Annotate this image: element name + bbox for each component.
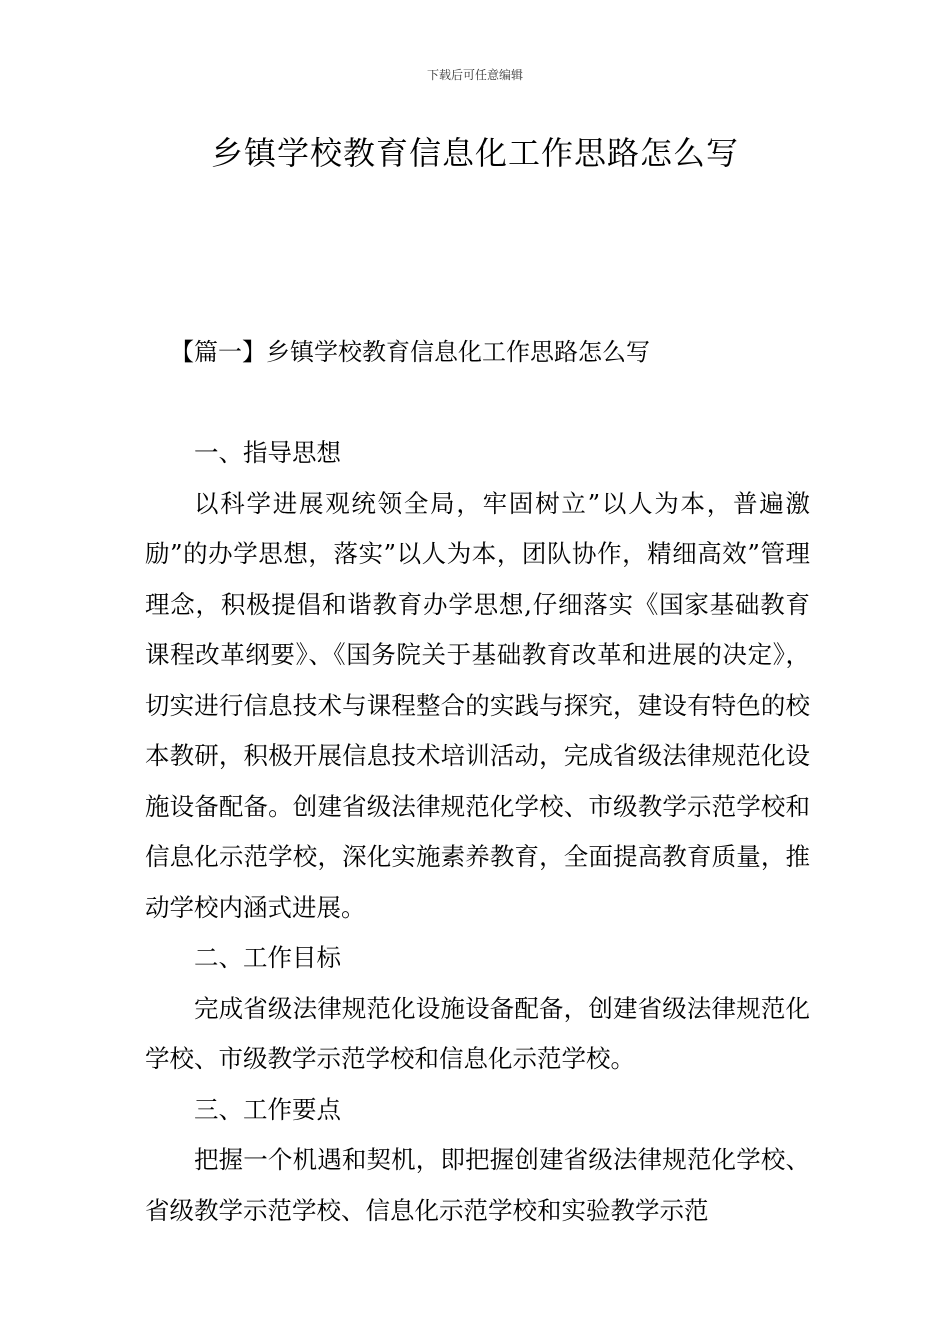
section-title: 【篇一】乡镇学校教育信息化工作思路怎么写 xyxy=(170,338,650,366)
heading-work-points: 三、工作要点 xyxy=(194,1094,341,1124)
document-body xyxy=(145,428,810,1236)
heading-guiding-ideology: 一、指导思想 xyxy=(194,438,341,467)
paragraph-guiding-ideology: 以科学进展观统领全局，牢固树立”以人为本，普遍激励”的办学思想，落实”以人为本，团队协作，精细高效”管理理念，积极提倡和谐教育办学思想,仔细落实《国家基础教育课程改革纲要》、《国务院关于基础教育改革和进展的决定》，切实进行信息技术与课程整合的实践与探究，建设有特色的校本教研，积极开展信息技术培训活动，完成省级法律规范化设施设备配备。创建省级法律规范化学校、市级教学示范学校和信息化示范学校，深化实施素养教育，全面提高教育质量，推动学校内涵式进展。 xyxy=(145,488,810,922)
paragraph-work-goals: 完成省级法律规范化设施设备配备，创建省级法律规范化学校、市级教学示范学校和信息化示范学校。 xyxy=(145,993,810,1073)
header-note: 下载后可任意编辑 xyxy=(426,68,523,82)
paragraph-work-points: 把握一个机遇和契机，即把握创建省级法律规范化学校、省级教学示范学校、信息化示范学校和实验教学示范 xyxy=(145,1145,810,1225)
document-title: 乡镇学校教育信息化工作思路怎么写 xyxy=(210,134,739,172)
heading-work-goals: 二、工作目标 xyxy=(194,943,341,972)
